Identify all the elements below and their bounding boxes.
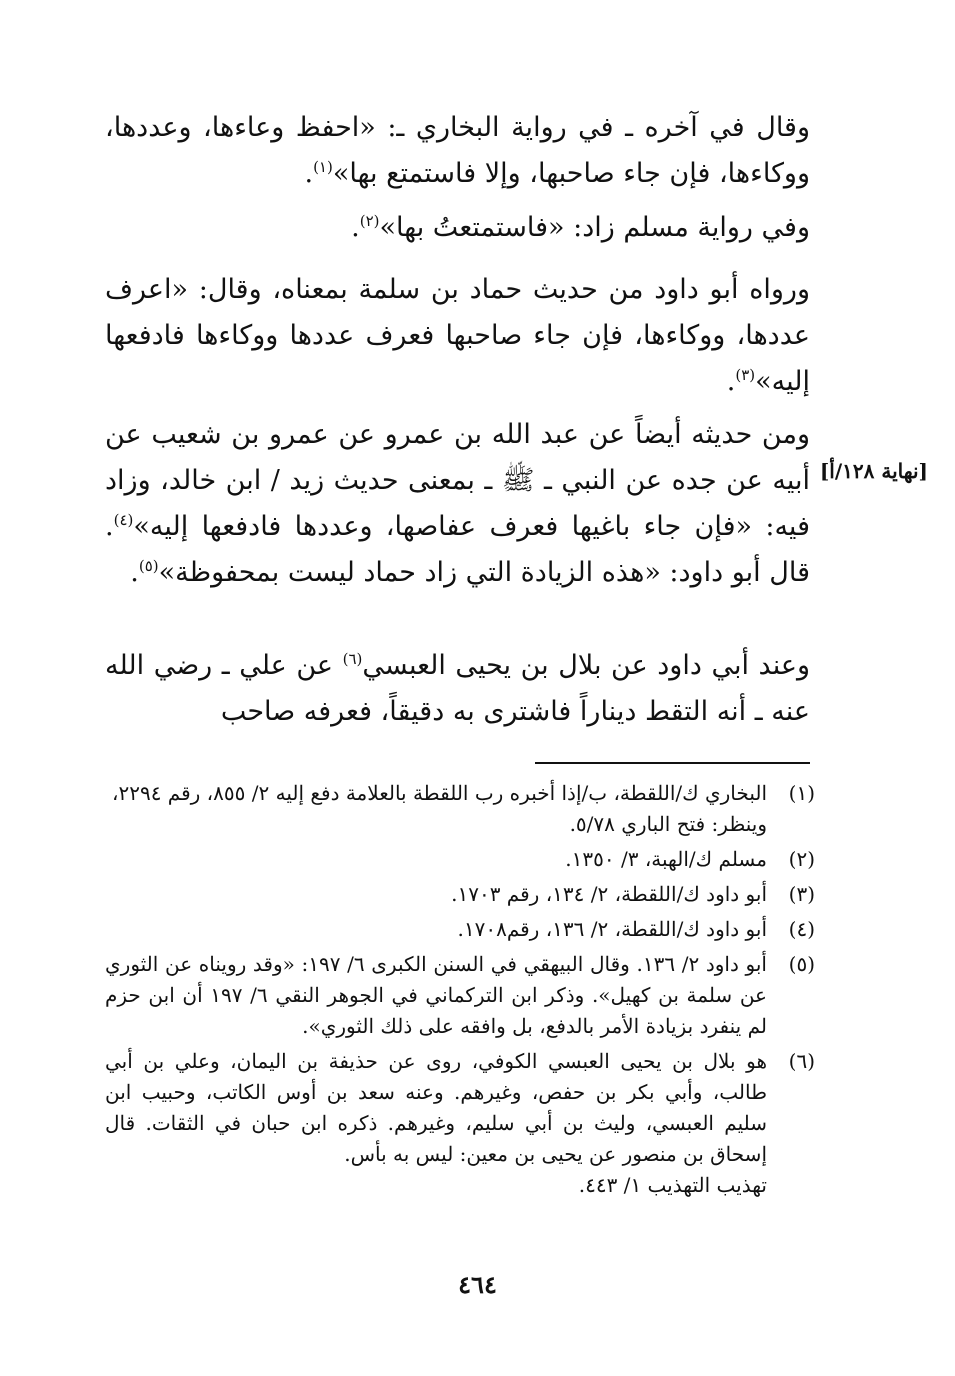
footnote-body <box>105 778 767 840</box>
footnote-line: أبو داود ك/اللقطة، ٢/ ١٣٤، رقم ١٧٠٣. <box>451 882 767 906</box>
footnote-number: (٦) <box>788 1049 815 1073</box>
paragraph-3-text: ورواه أبو داود من حديث حماد بن سلمة بمعناه، وقال: «اعرف عددها، ووكاءها، فإن جاء صاحبها فعرف عددها ووكاءها فادفعها إليه» <box>105 274 810 397</box>
footnote-body <box>105 844 767 875</box>
footnote-ref-4[interactable]: (٤) <box>113 511 134 529</box>
footnote-4 <box>105 914 815 945</box>
footnote-line: البخاري ك/اللقطة، ب/إذا أخبره رب اللقطة بالعلامة دفع إليه ٢/ ٨٥٥، رقم ٢٢٩٤، <box>112 781 767 805</box>
footnote-number: (١) <box>788 781 815 805</box>
paragraph-3-end: . <box>726 366 736 397</box>
footnote-line: هو بلال بن يحيى العبسي الكوفي، روى عن حذيفة بن اليمان، وعلي بن أبي طالب، وأبي بكر بن حفص، وغيرهم. وعنه سعد بن أوس الكاتب، وحبيب ابن سليم العبسي، وليث بن أبي سليم، وغيرهم. ذكره ابن حبان في الثقات. قال إسحاق بن منصور عن يحيى بن معين: ليس به بأس. <box>105 1049 767 1166</box>
paragraph-5-text-b: عن علي ـ رضي الله عنه ـ أنه التقط ديناراً فاشترى به دقيقاً، فعرفه صاحب <box>105 650 810 727</box>
footnote-ref-2[interactable]: (٢) <box>359 212 380 230</box>
footnote-line: مسلم ك/الهبة، ٣/ ١٣٥٠. <box>565 847 767 871</box>
footnote-number: (٣) <box>788 882 815 906</box>
footnote-ref-3[interactable]: (٣) <box>735 366 756 384</box>
paragraph-2 <box>105 205 810 251</box>
paragraph-4-text-b: . قال أبو داود: «هذه الزيادة التي زاد حماد ليست بمحفوظة» <box>105 511 810 588</box>
page-number: ٤٦٤ <box>458 1270 497 1299</box>
footnote-line: وينظر: فتح الباري ٥/٧٨. <box>569 812 767 836</box>
footnotes <box>105 778 815 1205</box>
footnote-line: أبو داود ٢/ ١٣٦. وقال البيهقي في السنن الكبرى ٦/ ١٩٧: «وقد رويناه عن الثوري عن سلمة بن كهيل». وذكر ابن التركماني في الجوهر النقي ٦/ ١٩٧ أن ابن حزم لم ينفرد بزيادة الأمر بالدفع، بل وافقه على ذلك الثوري». <box>105 952 767 1038</box>
footnote-5 <box>105 949 815 1042</box>
paragraph-3 <box>105 267 810 405</box>
footnote-ref-5[interactable]: (٥) <box>138 557 159 575</box>
paragraph-5-text-a: وعند أبي داود عن بلال بن يحيى العبسي <box>362 650 810 681</box>
paragraph-1-text: وقال في آخره ـ في رواية البخاري ـ: «احفظ وعاءها، وعددها، ووكاءها، فإن جاء صاحبها، وإلا فاستمتع بها» <box>105 112 810 189</box>
footnote-ref-1[interactable]: (١) <box>313 158 333 176</box>
footnote-number: (٢) <box>788 847 815 871</box>
footnote-line: تهذيب التهذيب ١/ ٤٤٣. <box>578 1173 767 1197</box>
manuscript-margin-note: [نهاية ١٢٨/أ] <box>819 459 928 483</box>
footnote-3 <box>105 879 815 910</box>
paragraph-1 <box>105 105 810 197</box>
footnote-body <box>105 1046 767 1201</box>
footnote-number: (٤) <box>788 917 815 941</box>
footnote-6 <box>105 1046 815 1201</box>
footnote-ref-6[interactable]: (٦) <box>342 650 363 668</box>
paragraph-5 <box>105 643 810 735</box>
paragraph-4-text-a: ومن حديثه أيضاً عن عبد الله بن عمرو عن عمرو بن شعيب عن أبيه عن جده عن النبي ـ ﷺ ـ بمعنى حديث زيد / ابن خالد، وزاد فيه: «فإن جاء باغيها فعرف عفاصها، وعددها فادفعها إليه» <box>105 419 810 542</box>
paragraph-4 <box>105 412 810 596</box>
footnote-separator <box>535 762 810 764</box>
paragraph-1-end: . <box>304 158 314 189</box>
footnote-body <box>105 914 767 945</box>
footnote-1 <box>105 778 815 840</box>
footnote-body <box>105 879 767 910</box>
footnote-body <box>105 949 767 1042</box>
paragraph-4-end: . <box>130 557 139 588</box>
paragraph-2-text: وفي رواية مسلم زاد: «فاستمتعتُ بها» <box>379 212 810 243</box>
footnote-2 <box>105 844 815 875</box>
footnote-line: أبو داود ك/اللقطة، ٢/ ١٣٦، رقم١٧٠٨. <box>457 917 767 941</box>
paragraph-2-end: . <box>351 212 360 243</box>
footnote-number: (٥) <box>788 952 815 976</box>
